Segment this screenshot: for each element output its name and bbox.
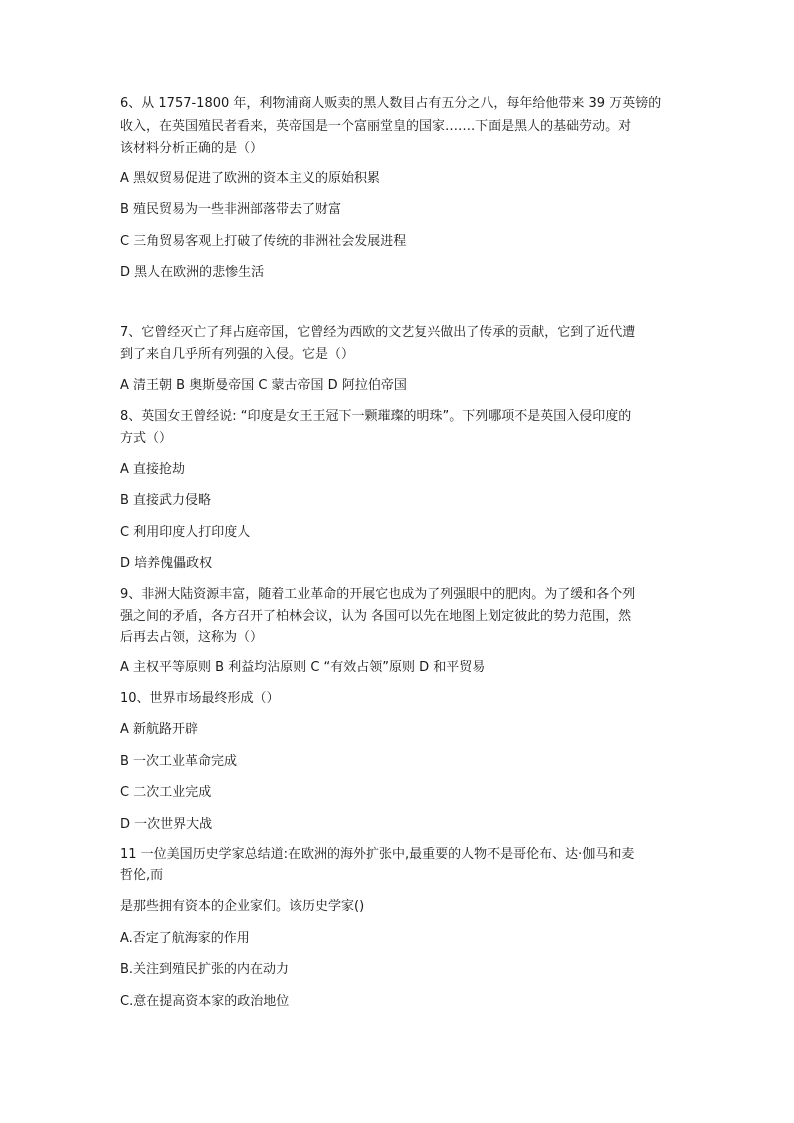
q6-stem-line-3: 该材料分析正确的是（） — [120, 141, 264, 156]
q11-option-b: B.关注到殖民扩张的内在动力 — [120, 962, 290, 977]
q7-options: A 清王朝 B 奥斯曼帝国 C 蒙古帝国 D 阿拉伯帝国 — [120, 378, 407, 393]
q8-option-c: C 利用印度人打印度人 — [120, 525, 251, 540]
q8-stem-line-1: 8、英国女王曾经说: “印度是女王王冠下一颗璀璨的明珠”。下列哪项不是英国入侵印度的 — [120, 409, 632, 424]
q6-option-c: C 三角贸易客观上打破了传统的非洲社会发展进程 — [120, 234, 407, 249]
q11-option-c: C.意在提高资本家的政治地位 — [120, 994, 290, 1009]
q7-stem-line-2: 到了来自几乎所有列强的入侵。它是（） — [120, 347, 355, 362]
q6-option-b: B 殖民贸易为一些非洲部落带去了财富 — [120, 202, 342, 217]
q6-option-d: D 黑人在欧洲的悲惨生活 — [120, 265, 265, 280]
q8-stem-line-2: 方式（） — [120, 431, 173, 446]
q11-stem-line-3: 是那些拥有资本的企业家们。该历史学家() — [120, 899, 365, 914]
q11-stem-line-1: 11 一位美国历史学家总结道:在欧洲的海外扩张中,最重要的人物不是哥伦布、达·伽马和麦 — [120, 847, 635, 862]
q8-option-b: B 直接武力侵略 — [120, 493, 212, 508]
q10-option-d: D 一次世界大战 — [120, 817, 213, 832]
q11-stem-line-2: 哲伦,而 — [120, 868, 164, 883]
q9-stem-line-3: 后再去占领，这称为（） — [120, 630, 264, 645]
q9-stem-line-1: 9、非洲大陆资源丰富，随着工业革命的开展它也成为了列强眼中的肥肉。为了缓和各个列 — [120, 587, 636, 602]
q7-stem-line-1: 7、它曾经灭亡了拜占庭帝国，它曾经为西欧的文艺复兴做出了传承的贡献，它到了近代遭 — [120, 325, 636, 340]
q8-option-a: A 直接抢劫 — [120, 462, 186, 477]
q9-stem-line-2: 强之间的矛盾，各方召开了柏林会议，认为 各国可以先在地图上划定彼此的势力范围，然 — [120, 609, 632, 624]
q6-option-a: A 黑奴贸易促进了欧洲的资本主义的原始积累 — [120, 171, 381, 186]
q10-option-a: A 新航路开辟 — [120, 722, 199, 737]
q8-option-d: D 培养傀儡政权 — [120, 556, 213, 571]
q6-stem-line-2: 收入，在英国殖民者看来，英帝国是一个富丽堂皇的国家…….下面是黑人的基础劳动。对 — [120, 119, 632, 134]
q11-option-a: A.否定了航海家的作用 — [120, 931, 250, 946]
q9-options: A 主权平等原则 B 利益均沾原则 C “有效占领”原则 D 和平贸易 — [120, 660, 486, 675]
q10-stem: 10、世界市场最终形成（） — [120, 691, 280, 706]
q10-option-c: C 二次工业完成 — [120, 785, 212, 800]
q6-stem-line-1: 6、从 1757-1800 年，利物浦商人贩卖的黑人数目占有五分之八，每年给他带来 39 万英镑的 — [120, 96, 662, 111]
q10-option-b: B 一次工业革命完成 — [120, 754, 238, 769]
